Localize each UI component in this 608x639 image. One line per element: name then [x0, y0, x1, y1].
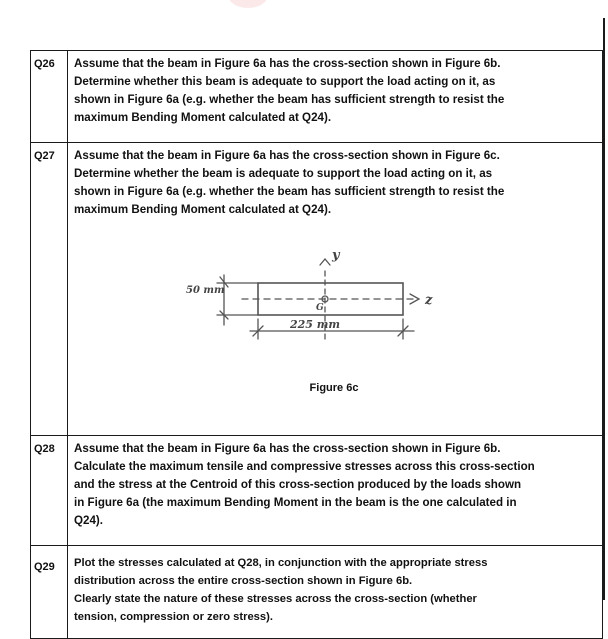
- question-row-q26: [31, 51, 603, 143]
- questions-table: [30, 50, 603, 639]
- question-line: in Figure 6a (the maximum Bending Moment in the beam is the one calculated in: [74, 496, 517, 509]
- z-axis-label: z: [425, 293, 433, 308]
- question-row-q27: [31, 143, 603, 436]
- question-line: Assume that the beam in Figure 6a has the cross-section shown in Figure 6c.: [74, 149, 500, 162]
- top-decoration: [228, 0, 268, 8]
- question-text: [68, 546, 603, 639]
- question-row-q28: [31, 436, 603, 546]
- question-row-q29: [31, 546, 603, 639]
- cross-section-sketch: [74, 235, 594, 375]
- question-line: Assume that the beam in Figure 6a has the cross-section shown in Figure 6b.: [74, 57, 501, 70]
- question-line: Clearly state the nature of these stresses across the cross-section (whether: [74, 593, 477, 605]
- question-line: Determine whether this beam is adequate to support the load acting on it, as: [74, 75, 496, 88]
- question-number: Q26: [31, 51, 68, 143]
- question-text: [68, 436, 603, 546]
- question-text: [68, 51, 603, 143]
- question-number: Q27: [31, 143, 68, 436]
- figure-caption: Figure 6c: [309, 382, 359, 394]
- question-line: and the stress at the Centroid of this cross-section produced by the loads shown: [74, 478, 522, 491]
- question-line: Plot the stresses calculated at Q28, in conjunction with the appropriate stress: [74, 557, 488, 569]
- question-number: Q28: [31, 436, 68, 546]
- figure-6c: [74, 235, 594, 394]
- question-line: shown in Figure 6a (e.g. whether the beam has sufficient strength to resist the: [74, 185, 505, 198]
- question-number: Q29: [31, 546, 68, 639]
- page-edge-rule: [603, 18, 605, 600]
- width-label: 225 mm: [290, 318, 341, 331]
- question-line: tension, compression or zero stress).: [74, 611, 273, 623]
- y-axis-arrowhead: [320, 259, 330, 265]
- question-text: [68, 143, 603, 436]
- question-line: distribution across the entire cross-section shown in Figure 6b.: [74, 575, 413, 587]
- question-line: maximum Bending Moment calculated at Q24).: [74, 203, 332, 216]
- question-line: shown in Figure 6a (e.g. whether the beam has sufficient strength to resist the: [74, 93, 505, 106]
- height-label: 50 mm: [186, 285, 225, 296]
- question-line: Assume that the beam in Figure 6a has the cross-section shown in Figure 6b.: [74, 442, 501, 455]
- question-line: Calculate the maximum tensile and compressive stresses across this cross-section: [74, 460, 535, 473]
- centroid-label: G: [316, 303, 324, 313]
- question-line: Determine whether the beam is adequate to support the load acting on it, as: [74, 167, 493, 180]
- y-axis-label: y: [332, 248, 340, 263]
- question-line: Q24).: [74, 514, 103, 527]
- question-line: maximum Bending Moment calculated at Q24).: [74, 111, 332, 124]
